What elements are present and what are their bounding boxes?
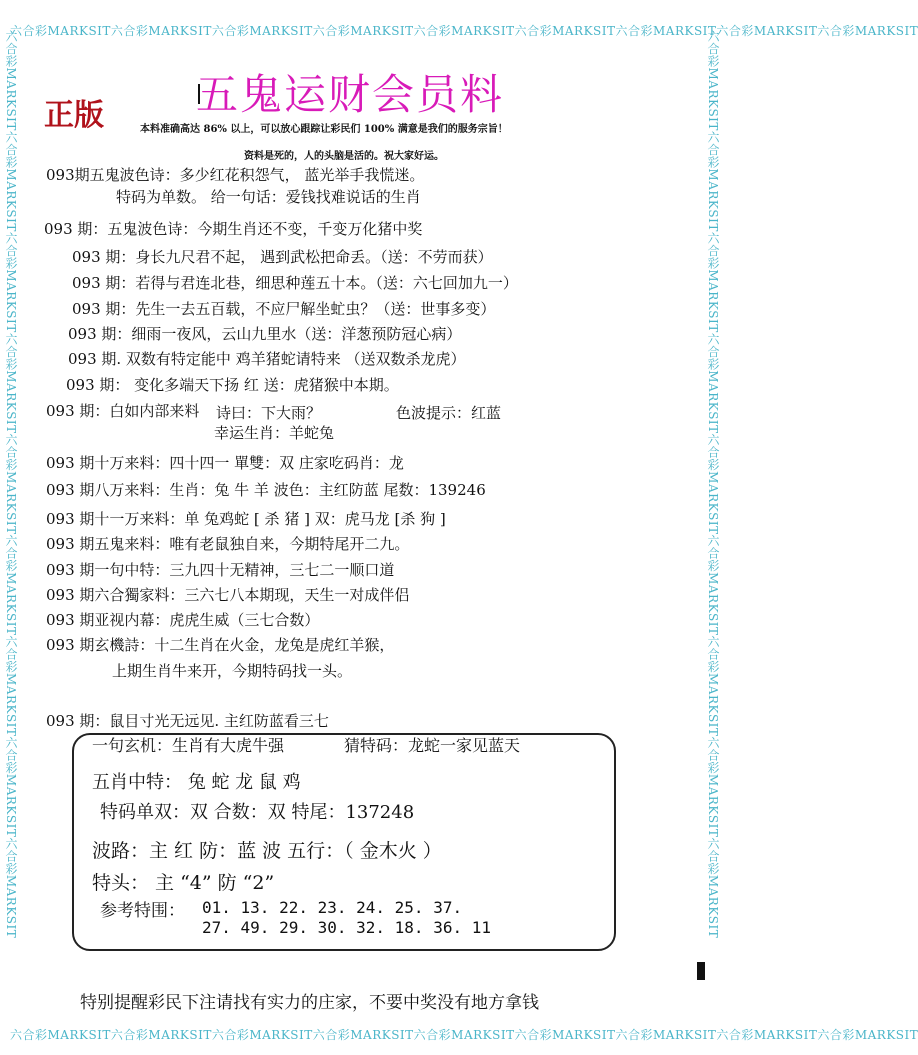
box-ref-label: 参考特围： — [100, 901, 185, 921]
box-head: 特头： 主 “4” 防 “2” — [92, 872, 275, 894]
watermark-right: 六合彩MARKSIT六合彩MARKSIT六合彩MARKSIT六合彩MARKSIT六合彩MARKSIT六合彩MARKSIT六合彩MARKSIT六合彩MARKSIT六合彩MARKSIT — [706, 30, 720, 939]
edge-mark — [697, 962, 705, 980]
watermark-left: 六合彩MARKSIT六合彩MARKSIT六合彩MARKSIT六合彩MARKSIT六合彩MARKSIT六合彩MARKSIT六合彩MARKSIT六合彩MARKSIT六合彩MARKSIT — [4, 30, 18, 939]
line-insider: 093 期：白如内部来料 — [46, 402, 200, 420]
line-wugui-poem: 093期五鬼波色诗：多少红花积怨气， 蓝光举手我慌迷。 — [46, 166, 425, 184]
box-guess: 猜特码：龙蛇一家见蓝天 — [344, 736, 521, 755]
box-parity: 特码单双：双 合数：双 特尾：137248 — [100, 802, 415, 823]
line-lucky-zodiac: 幸运生肖：羊蛇兔 — [214, 424, 335, 442]
box-wave: 波路：主 红 防：蓝 波 五行：（ 金木火 ） — [92, 840, 442, 862]
line-100k: 093 期十万来料：四十四一 單雙：双 庄家吃码肖：龙 — [46, 454, 404, 472]
box-five-zodiac: 五肖中特： 兔 蛇 龙 鼠 鸡 — [92, 772, 301, 793]
line-mystery-poem-2: 上期生肖牛来开，今期特码找一头。 — [112, 662, 353, 680]
line-exclusive: 093 期六合獨家料：三六七八本期现，天生一对成伴侣 — [46, 586, 410, 604]
line-atv: 093 期亚视内幕：虎虎生威（三七合数） — [46, 611, 320, 629]
watermark-top: 六合彩MARKSIT六合彩MARKSIT六合彩MARKSIT六合彩MARKSIT六合彩MARKSIT六合彩MARKSIT六合彩MARKSIT六合彩MARKSIT六合彩MARKSIT — [10, 24, 918, 38]
box-ref-row2: 27. 49. 29. 30. 32. 18. 36. 11 — [202, 918, 491, 937]
official-badge: 正版 — [44, 98, 104, 133]
line-wugui-source: 093 期五鬼来料：唯有老鼠独自来，今期特尾开二九。 — [46, 535, 410, 553]
line-one-sentence: 093 期一句中特：三九四十无精神，三七二一顺口道 — [46, 561, 395, 579]
line-110k: 093 期十一万来料：单 兔鸡蛇 [ 杀 猪 ] 双：虎马龙 [杀 狗 ] — [46, 510, 446, 528]
line-poem-rain: 诗曰：下大雨？ — [216, 404, 322, 422]
line-short-sighted: 093 期：鼠目寸光无远见. 主红防蓝看三七 — [46, 712, 329, 730]
page-title: 五鬼运财会员料 — [196, 70, 505, 119]
box-ref-row1: 01. 13. 22. 23. 24. 25. 37. — [202, 898, 463, 917]
line-drizzle: 093 期：细雨一夜风，云山九里水（送：洋葱预防冠心病） — [68, 325, 462, 343]
line-even-numbers: 093 期. 双数有特定能中 鸡羊猪蛇请特来 （送双数杀龙虎） — [68, 350, 466, 368]
line-mystery-poem: 093 期玄機詩：十二生肖在火金，龙兔是虎红羊猴， — [46, 636, 395, 654]
line-80k: 093 期八万来料：生肖：兔 牛 羊 波色：主红防蓝 尾数：139246 — [46, 481, 486, 499]
line-varied: 093 期： 变化多端天下扬 红 送：虎猪猴中本期。 — [66, 376, 399, 394]
line-500-years: 093 期：先生一去五百载，不应尸解坐虻虫？（送：世事多变） — [72, 300, 496, 318]
line-color-hint: 色波提示：红蓝 — [396, 404, 502, 422]
slogan-accuracy: 本料准确高达 86% 以上，可以放心跟踪让彩民们 100% 满意是我们的服务宗旨！ — [140, 124, 508, 135]
watermark-bottom: 六合彩MARKSIT六合彩MARKSIT六合彩MARKSIT六合彩MARKSIT六合彩MARKSIT六合彩MARKSIT六合彩MARKSIT六合彩MARKSIT六合彩MARKSIT — [10, 1028, 918, 1042]
slogan-luck: 资料是死的，人的头脑是活的。祝大家好运。 — [244, 151, 444, 162]
footer-reminder: 特别提醒彩民下注请找有实力的庄家，不要中奖没有地方拿钱 — [80, 993, 539, 1013]
box-riddle: 一句玄机：生肖有大虎牛强 — [92, 736, 285, 755]
line-poem-2: 093 期：五鬼波色诗：今期生肖还不变，千变万化猪中奖 — [44, 220, 423, 238]
line-wusong: 093 期：身长九尺君不起， 遇到武松把命丢。（送：不劳而获） — [72, 248, 493, 266]
line-odd-hint: 特码为单数。 给一句话：爱钱找难说话的生肖 — [116, 188, 421, 206]
line-north-lane: 093 期：若得与君连北巷，细思种莲五十本。（送：六七回加九一） — [72, 274, 518, 292]
